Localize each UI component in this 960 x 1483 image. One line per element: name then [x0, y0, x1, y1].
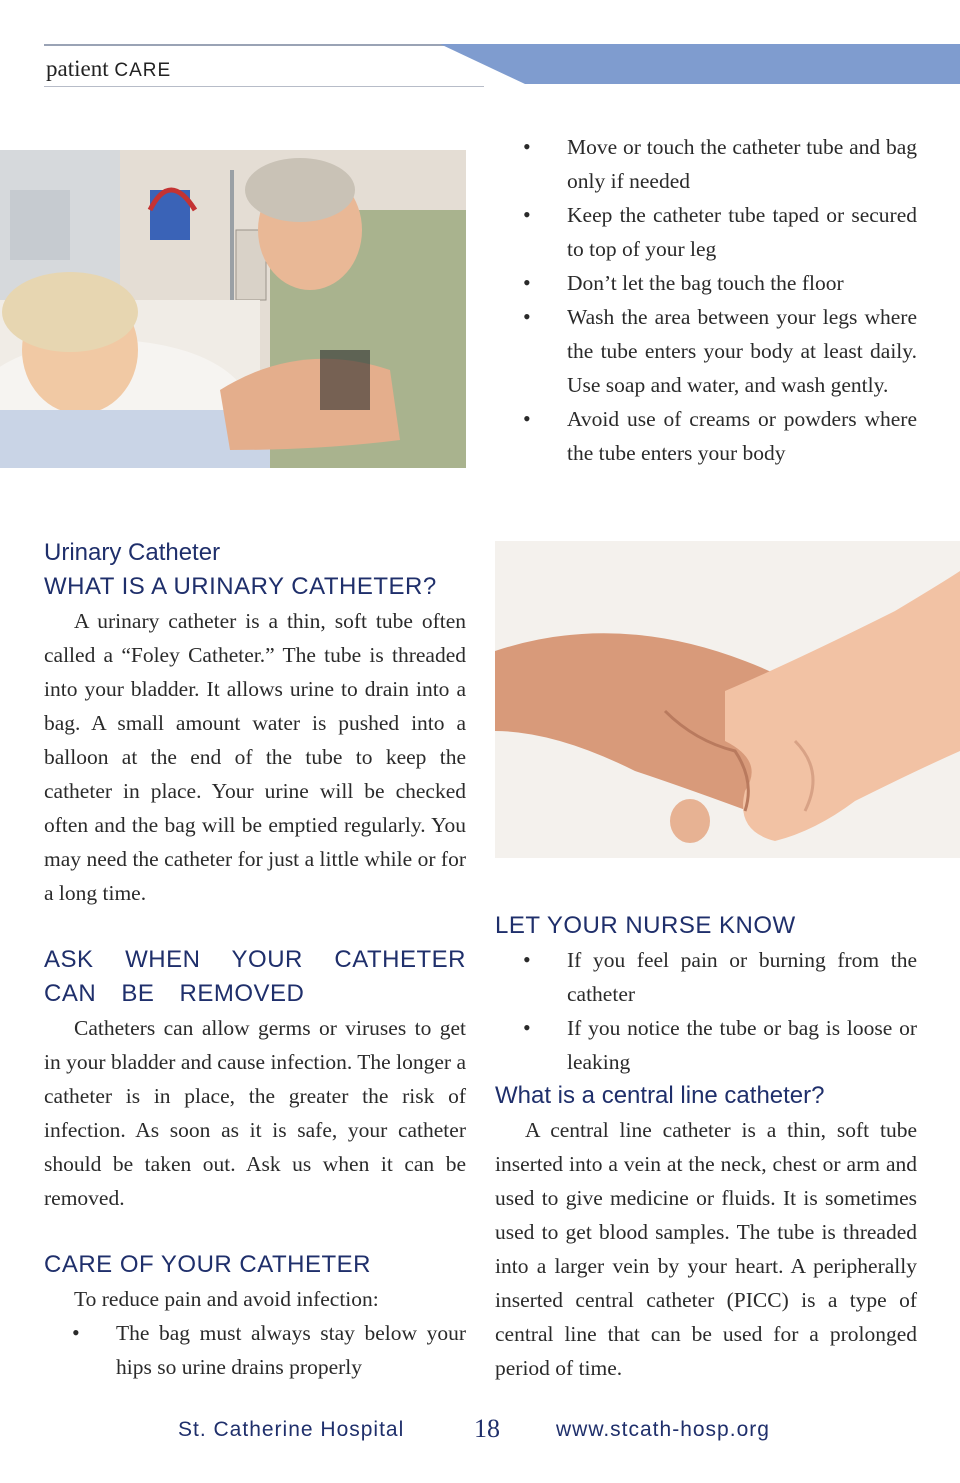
section-label: [46, 56, 171, 82]
care-heading: CARE OF YOUR CATHETER: [44, 1251, 371, 1278]
left-column: [44, 536, 466, 910]
central-line-paragraph: A central line catheter is a thin, soft tube inserted into a vein at the neck, chest or arm and used to give medicine or fluids. It is sometimes used to get blood samples. The tube is threaded into a larger vein by your heart. A peripherally inserted central catheter (PICC) is a type of central line that can be used for a prolonged period of time.: [495, 1118, 917, 1380]
holding-hands-photo: [495, 541, 960, 858]
list-item: • Wash the area between your legs where the tube enters your body at least daily. Use soap and water, and wash gently.: [495, 300, 917, 402]
section-word: patient: [46, 56, 109, 81]
care-section: [44, 1248, 466, 1384]
care-intro: To reduce pain and avoid infection:: [74, 1287, 379, 1311]
nurse-list: [495, 943, 917, 1079]
section-word-caps: CARE: [114, 60, 172, 81]
ask-section: [44, 943, 466, 1215]
care-list-continued: [495, 130, 917, 470]
list-item: • Avoid use of creams or powders where the tube enters your body: [495, 402, 917, 470]
footer-hospital-name: St. Catherine Hospital: [178, 1418, 405, 1441]
list-item: • Don’t let the bag touch the floor: [495, 266, 917, 300]
list-item: • Move or touch the catheter tube and bag only if needed: [495, 130, 917, 198]
what-is-paragraph: A urinary catheter is a thin, soft tube often called a “Foley Catheter.” The tube is threaded into your bladder. It allows urine to drain into a bag. A small amount water is pushed into a balloon at the end of the tube to keep the catheter in place. Your urine will be checked often and the bag will be emptied regularly. You may need the catheter for just a little while or for a long time.: [44, 609, 466, 905]
list-item: • Keep the catheter tube taped or secured to top of your leg: [495, 198, 917, 266]
what-is-heading: WHAT IS A URINARY CATHETER?: [44, 573, 437, 600]
list-item: • If you feel pain or burning from the catheter: [495, 943, 917, 1011]
patient-caregiver-illustration: [0, 150, 466, 468]
page-footer: [0, 1414, 960, 1450]
central-line-heading: What is a central line catheter?: [495, 1082, 825, 1109]
footer-website-link[interactable]: www.stcath-hosp.org: [556, 1418, 770, 1441]
ask-when-heading: ASK WHEN YOUR CATHETER CAN BE REMOVED: [44, 946, 466, 1007]
nurse-and-central-section: [495, 909, 917, 1385]
header-underline: [44, 86, 484, 87]
nurse-heading: LET YOUR NURSE KNOW: [495, 912, 796, 939]
urinary-catheter-title: Urinary Catheter: [44, 539, 221, 566]
holding-hands-illustration: [495, 541, 960, 858]
patient-caregiver-photo: [0, 150, 466, 468]
care-list-left: [44, 1316, 466, 1384]
list-item: • If you notice the tube or bag is loose or leaking: [495, 1011, 917, 1079]
ask-when-paragraph: Catheters can allow germs or viruses to get in your bladder and cause infection. The longer a catheter is in place, the greater the risk of infection. As soon as it is safe, your catheter should be taken out. Ask us when it can be removed.: [44, 1016, 466, 1210]
page-number: 18: [474, 1414, 500, 1443]
list-item: • The bag must always stay below your hips so urine drains properly: [44, 1316, 466, 1384]
header-accent-band: [440, 44, 960, 84]
care-list-right: [495, 130, 917, 470]
